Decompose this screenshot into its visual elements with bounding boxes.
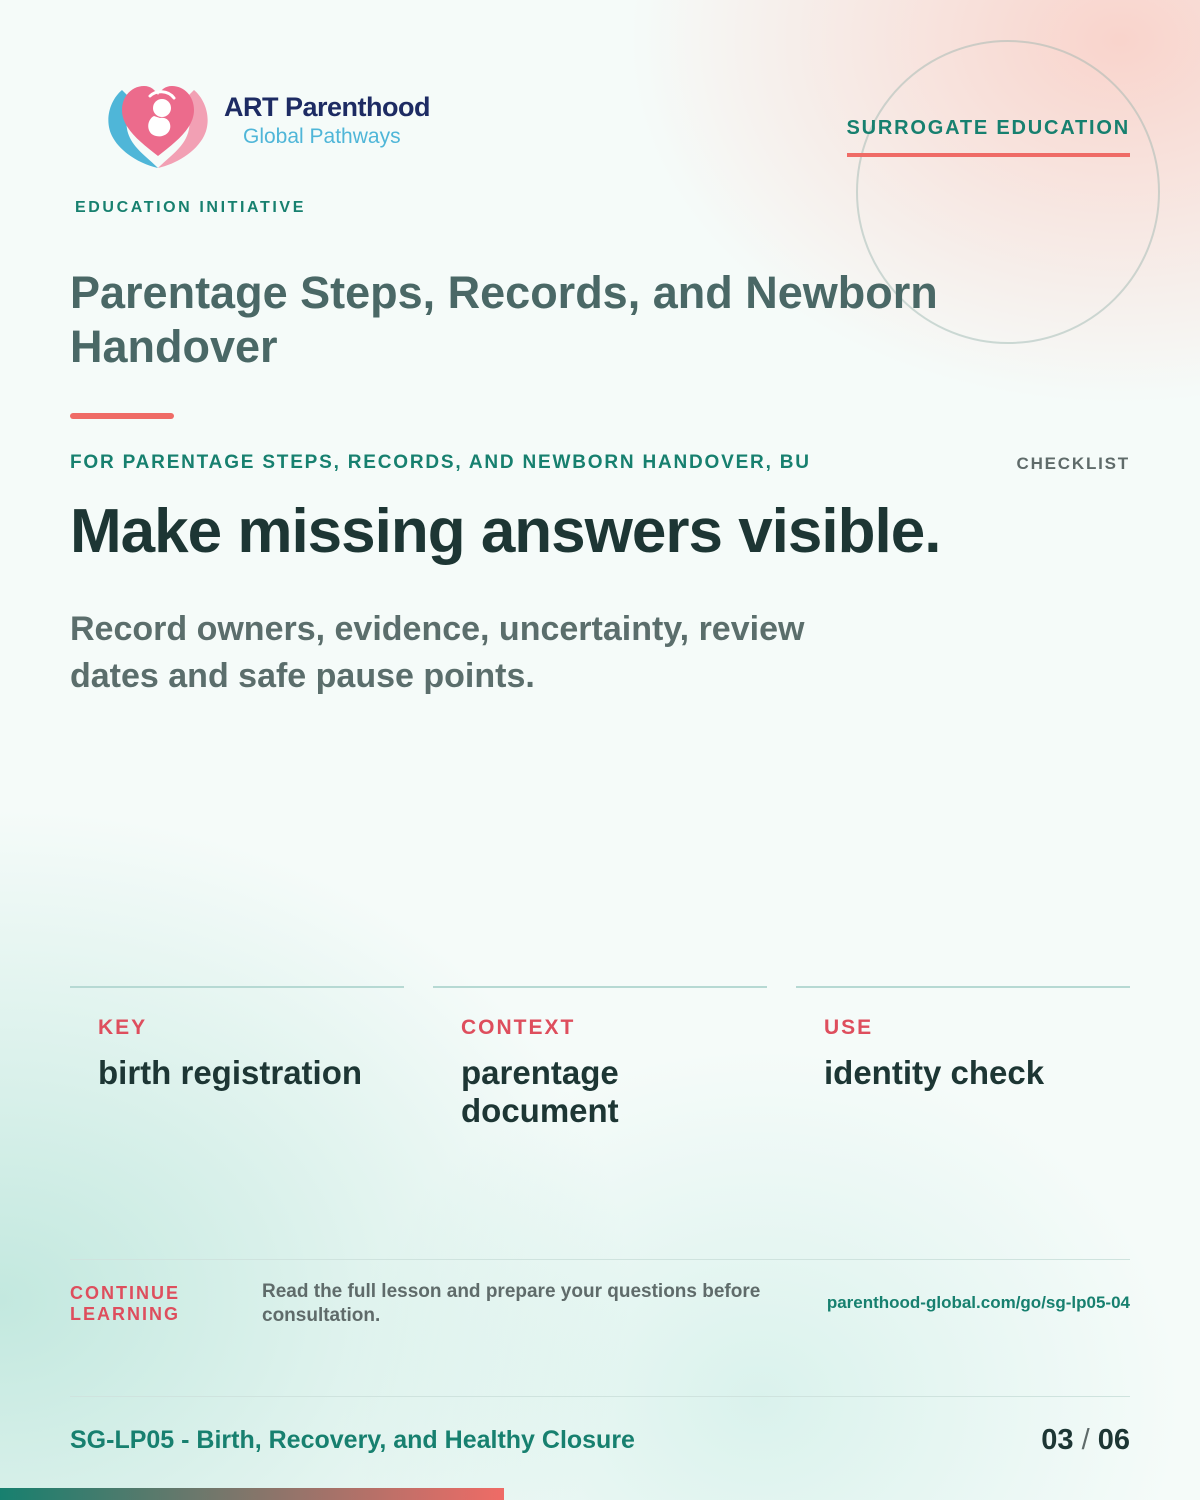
brand-subtitle: Global Pathways [243,125,401,148]
lesson-title: Parentage Steps, Records, and Newborn Handover [70,267,938,372]
cta-label: CONTINUE LEARNING [70,1283,180,1324]
card-label: USE [824,1016,874,1039]
footer-divider [70,1396,1130,1397]
card-key [70,986,404,1091]
series-label: SURROGATE EDUCATION [847,117,1130,157]
accent-divider [70,413,174,419]
card-label: KEY [98,1016,148,1039]
cta-top-divider [70,1259,1130,1260]
brand-logo [100,72,440,172]
headline: Make missing answers visible. [70,497,941,566]
course-title: SG-LP05 - Birth, Recovery, and Healthy Closure [70,1426,635,1454]
card-value: parentage document [461,1054,619,1129]
lesson-link[interactable]: parenthood-global.com/go/sg-lp05-04 [826,1293,1130,1312]
card-label: CONTEXT [461,1016,576,1039]
page-separator: / [1081,1424,1098,1456]
card-context [433,986,767,1129]
heart-hands-baby-icon [100,72,216,172]
section-label: FOR PARENTAGE STEPS, RECORDS, AND NEWBORN HANDOVER, BU [70,452,811,473]
brand-name: ART Parenthood [224,92,430,122]
cta-text: Read the full lesson and prepare your questions before consultation. [262,1281,761,1326]
card-value: birth registration [98,1054,363,1091]
eyebrow-label: EDUCATION INITIATIVE [75,199,306,216]
progress-bar [0,1488,504,1500]
section-type: CHECKLIST [1016,454,1130,473]
card-value: identity check [824,1054,1045,1091]
subheadline: Record owners, evidence, uncertainty, review dates and safe pause points. [70,610,805,695]
page-current: 03 [1041,1424,1074,1456]
page-total: 06 [1097,1424,1130,1456]
page-indicator [1041,1424,1130,1457]
card-use [796,986,1130,1091]
